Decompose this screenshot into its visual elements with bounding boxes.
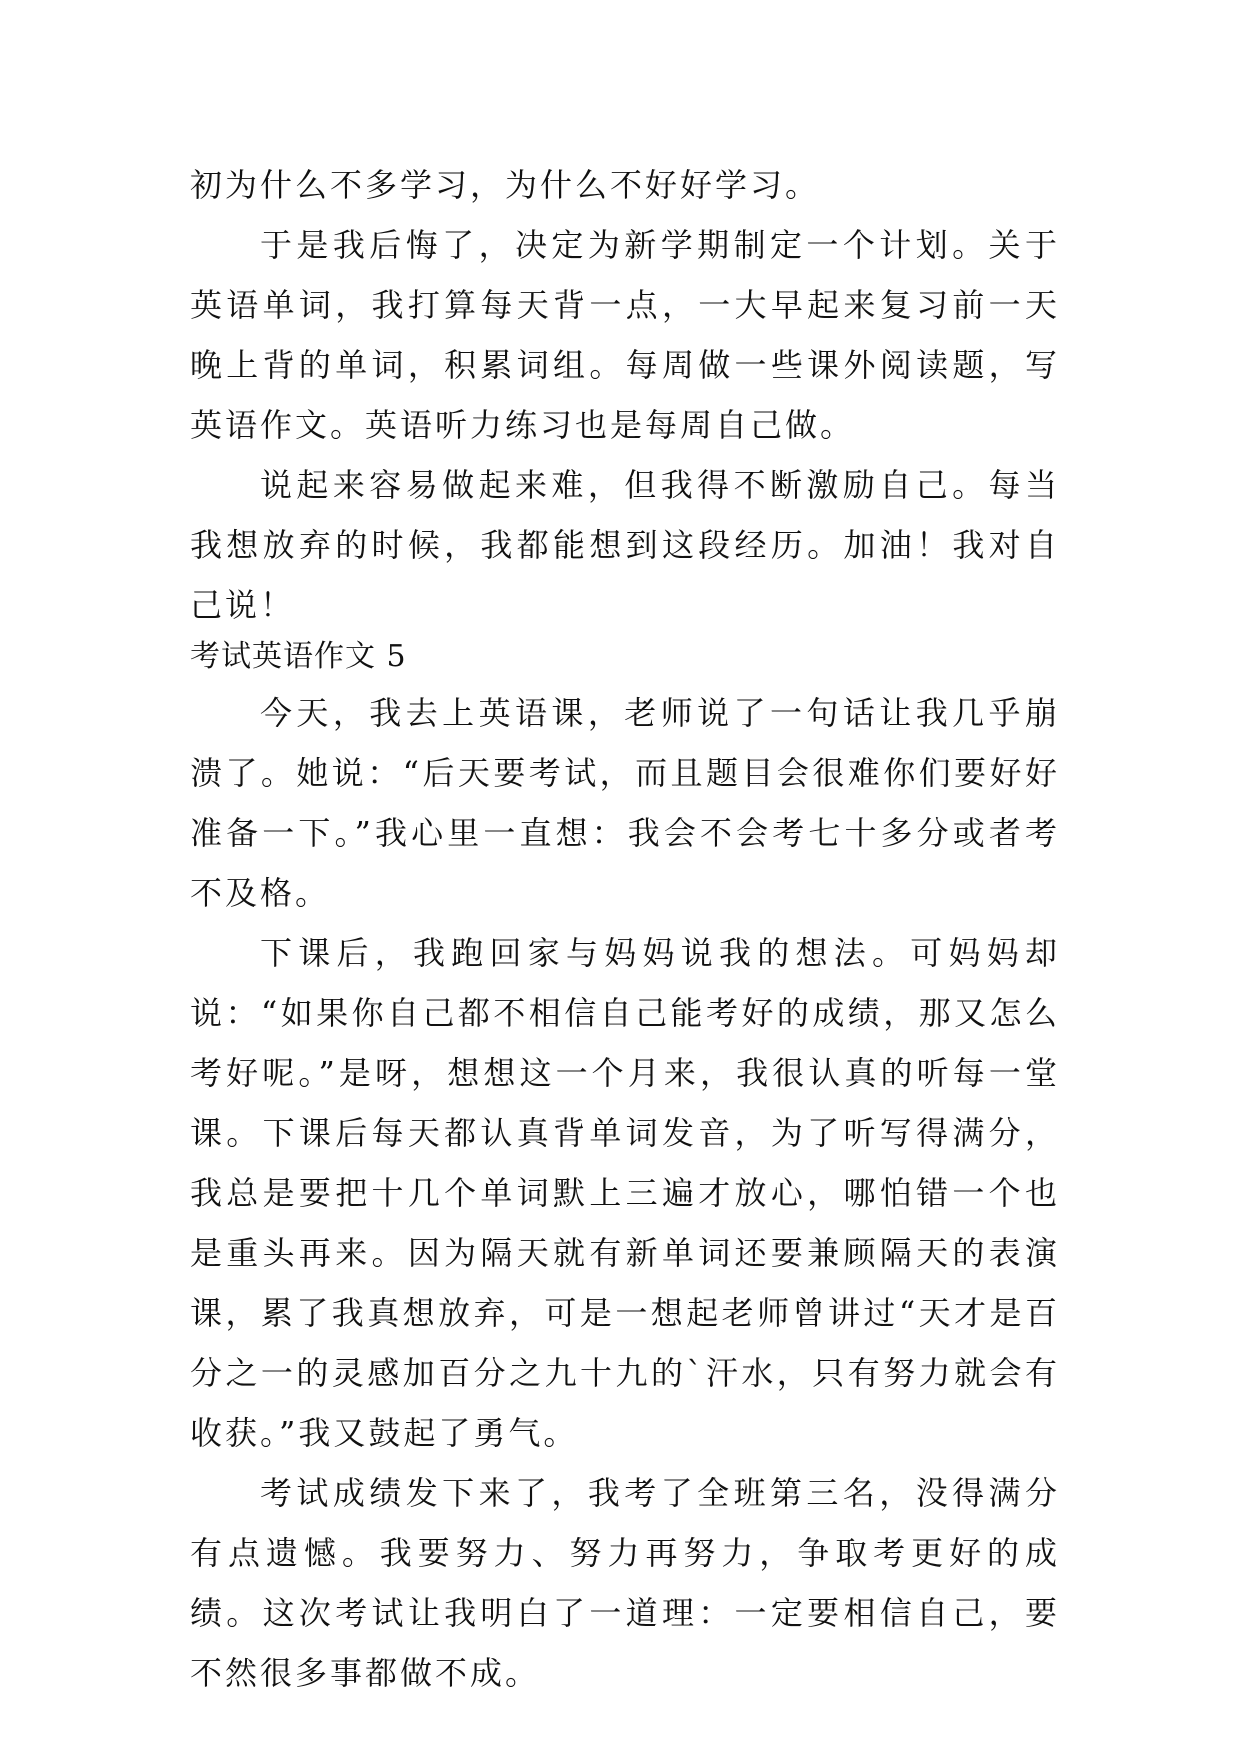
paragraph: 下课后，我跑回家与妈妈说我的想法。可妈妈却说：“如果你自己都不相信自己能考好的成绩，那又怎么考好呢。”是呀，想想这一个月来，我很认真的听每一堂课。下课后每天都认真背单词发音，为了听写得满分，我总是要把十几个单词默上三遍才放心，哪怕错一个也是重头再来。因为隔天就有新单词还要兼顾隔天的表演课，累了我真想放弃，可是一想起老师曾讲过“天才是百分之一的灵感加百分之九十九的`汗水，只有努力就会有收获。”我又鼓起了勇气。 [190, 934, 1060, 1452]
paragraph: 于是我后悔了，决定为新学期制定一个计划。关于英语单词，我打算每天背一点，一大早起来复习前一天晚上背的单词，积累词组。每周做一些课外阅读题，写英语作文。英语听力练习也是每周自己做。 [190, 226, 1060, 444]
paragraph-continued: 初为什么不多学习，为什么不好好学习。 [190, 166, 821, 204]
section-1-body [190, 155, 1060, 635]
paragraph: 今天，我去上英语课，老师说了一句话让我几乎崩溃了。她说：“后天要考试，而且题目会很难你们要好好准备一下。”我心里一直想：我会不会考七十多分或者考不及格。 [190, 694, 1060, 912]
paragraph: 考试成绩发下来了，我考了全班第三名，没得满分有点遗憾。我要努力、努力再努力，争取考更好的成绩。这次考试让我明白了一道理：一定要相信自己，要不然很多事都做不成。 [190, 1474, 1060, 1692]
section-heading: 考试英语作文 5 [190, 639, 407, 674]
section-2-body [190, 683, 1060, 1703]
paragraph: 说起来容易做起来难，但我得不断激励自己。每当我想放弃的时候，我都能想到这段经历。加油！我对自己说！ [190, 466, 1060, 624]
